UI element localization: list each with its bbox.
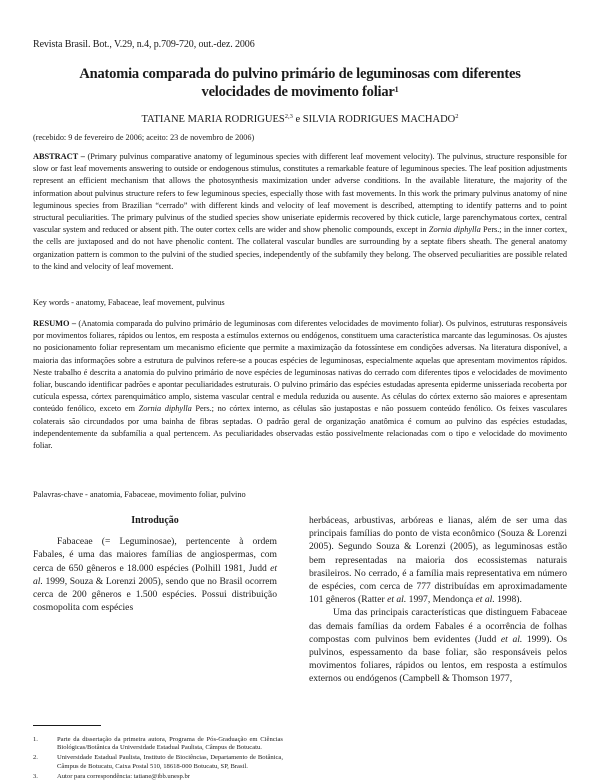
intro-text: 1997, Mendonça	[406, 594, 476, 606]
left-column	[33, 514, 277, 614]
author-1: TATIANE MARIA RODRIGUES	[141, 114, 285, 125]
intro-paragraph-2	[309, 606, 567, 685]
journal-running-header: Revista Brasil. Bot., V.29, n.4, p.709-720, out.-dez. 2006	[33, 39, 255, 50]
palavras-chave: Palavras-chave - anatomia, Fabaceae, movimento foliar, pulvino	[33, 490, 246, 499]
abstract-species: Zornia diphylla	[428, 225, 481, 235]
abstract-text-2: Pers.; in the inner cortex, the cells are juxtaposed and do not have phenolic content. The collateral vascular bundles are surrounding by a septate fibers sheath. The general anatomy organization pattern is common to the pulvini of the studied species, independently of the subfamily they belong. The observed peculiarities are possible related to the kind and velocity of leaf movement.	[33, 225, 567, 271]
abstract	[33, 151, 567, 273]
footnote-divider	[33, 725, 101, 726]
resumo-label: RESUMO –	[33, 319, 79, 328]
resumo	[33, 318, 567, 452]
article-title-text: Anatomia comparada do pulvino primário de leguminosas com diferentes velocidades de movimento foliar	[79, 66, 521, 100]
intro-paragraph-1	[33, 535, 277, 614]
intro-text: 1999). Os pulvinos, espessamento da base foliar, são responsáveis pelos movimentos foliares, rápidos ou lentos, em resposta a estímulos externos ou endógenos (Campbell & Thomson 1977,	[309, 633, 568, 685]
intro-text: herbáceas, arbustivas, arbóreas e lianas, além de ser uma das principais famílias do ponto de vista econômico (Souza & Lorenzi 2005). Segundo Souza & Lorenzi (2005), as leguminosas estão bem representadas na maioria dos ecossistemas naturais brasileiros. No cerrado, é a família mais representativa em número de espécies, com cerca de 777 distribuídas em aproximadamente 101 gêneros (Ratter	[309, 515, 567, 606]
keywords: Key words - anatomy, Fabaceae, leaf movement, pulvinus	[33, 298, 225, 307]
author-conjunction: e	[292, 114, 303, 125]
footnote	[33, 773, 283, 781]
introduction-heading: Introdução	[131, 515, 179, 526]
abstract-text-1: (Primary pulvinus comparative anatomy of leguminous species with different leaf movement velocity). The pulvinus, structure responsible for slow or fast leaf movements answering to outside or endogenous stimulus, constitutes a remarkable feature of leguminous species. The leaf position adjustments represent an efficient mechanism that allows the photosynthesis maximization under adverse conditions. In the available literature, the majority of the information about pulvinus structure refers to few leguminous species, especially those with fast movements. In this work the primary pulvinus anatomy of nine leguminous species from Brazilian “cerrado” with different kinds and velocity of leaf movement is described, attempting to identify patterns and to point structural peculiarities. The primary pulvinus of the studied species show uniseriate epidermis recovered by thick cuticle, large parenchymatous cortex, central vascular system and reduced or absent pith. The outer cortex cells are wider and show phenolic compounds, except in	[33, 152, 567, 235]
right-column	[309, 514, 567, 686]
intro-text: Fabaceae (= Leguminosae), pertencente à ordem Fabales, é uma das maiores famílias de angiospermas, com cerca de 650 gêneros e 18.000 espécies (Polhill 1981, Judd	[33, 536, 277, 574]
received-accepted-dates: (recebido: 9 de fevereiro de 2006; aceito: 23 de novembro de 2006)	[33, 133, 255, 142]
author-2-affiliation: 2	[455, 113, 459, 120]
title-footnote-marker: 1	[394, 85, 399, 94]
intro-text: 1998).	[494, 594, 522, 606]
resumo-text-1: (Anatomia comparada do pulvino primário de leguminosas com diferentes velocidades de movimento foliar). Os pulvinos, estruturas responsáveis por movimentos foliares, rápidos ou lentos, em resposta a estímulos externos ou endógenos, constituem uma característica marcante das leguminosas. Os ajustes no posicionamento foliar representam um mecanismo eficiente que permite a maximização da fotossíntese em condições adversas. Na literatura disponível, a maioria das informações sobre a estrutura de pulvinos refere-se a poucas espécies de leguminosas, especialmente aquelas que apresentam movimentos rápidos. Neste trabalho é descrita a anatomia do pulvino primário de nove espécies de leguminosas nativas do cerrado com diferentes tipos e velocidades de movimento foliar, buscando identificar padrões e apontar peculiaridades estruturais. O pulvino primário das espécies estudadas apresenta epiderme unisseriada recoberta por cutícula espessa, córtex parenquimático amplo, sistema vascular central e medula reduzida ou ausente. As células do córtex externo são maiores e apresentam conteúdo fenólico, exceto em	[33, 319, 567, 414]
resumo-species: Zornia diphylla	[138, 404, 192, 414]
footnote-text: Parte da dissertação da primeira autora, Programa de Pós-Graduação em Ciências Biológicas/Botânica da Universidade Estadual Paulista, Câmpus de Botucatu.	[57, 736, 283, 752]
et-al: et al.	[475, 594, 495, 606]
footnote	[33, 754, 283, 770]
article-title	[70, 65, 530, 101]
et-al: et al.	[387, 594, 407, 606]
et-al: et al.	[33, 562, 277, 587]
author-line	[0, 114, 600, 125]
footnote-number: 1.	[33, 736, 38, 743]
author-1-affiliation: 2,3	[284, 113, 293, 120]
intro-paragraph-1-continued	[309, 514, 567, 606]
resumo-text-2: Pers.; no córtex interno, as células são justapostas e não possuem conteúdo fenólico. Os feixes vasculares colaterais são circundados por uma bainha de fibras septadas. O padrão geral de organização anatômica é comum ao pulvino das espécies estudadas, independentemente da subfamília a qual pertencem. As peculiaridades observadas estão possivelmente relacionadas com o tipo e velocidade do movimento foliar.	[33, 404, 567, 451]
intro-text: Uma das principais características que distinguem Fabaceae das demais famílias da ordem Fabales é a ocorrência de folhas compostas com pulvinos bem evidentes (Judd	[309, 607, 567, 645]
footnotes	[33, 736, 283, 783]
et-al: et al.	[500, 633, 523, 645]
author-2: SILVIA RODRIGUES MACHADO	[302, 114, 456, 125]
footnote	[33, 736, 283, 752]
abstract-label: ABSTRACT –	[33, 152, 88, 161]
footnote-text: Universidade Estadual Paulista, Instituto de Biociências, Departamento de Botânica, Câmpus de Botucatu, Caixa Postal 510, 18618-000 Botucatu, SP, Brasil.	[57, 754, 283, 770]
footnote-number: 3.	[33, 772, 38, 780]
footnote-number: 2.	[33, 754, 38, 762]
footnote-text: Autor para correspondência: tatiane@ibb.unesp.br	[57, 772, 190, 780]
intro-text: 1999, Souza & Lorenzi 2005), sendo que no Brasil ocorrem cerca de 200 gêneros e 1.500 espécies. Possui distribuição cosmopolita com espécies	[33, 575, 277, 614]
